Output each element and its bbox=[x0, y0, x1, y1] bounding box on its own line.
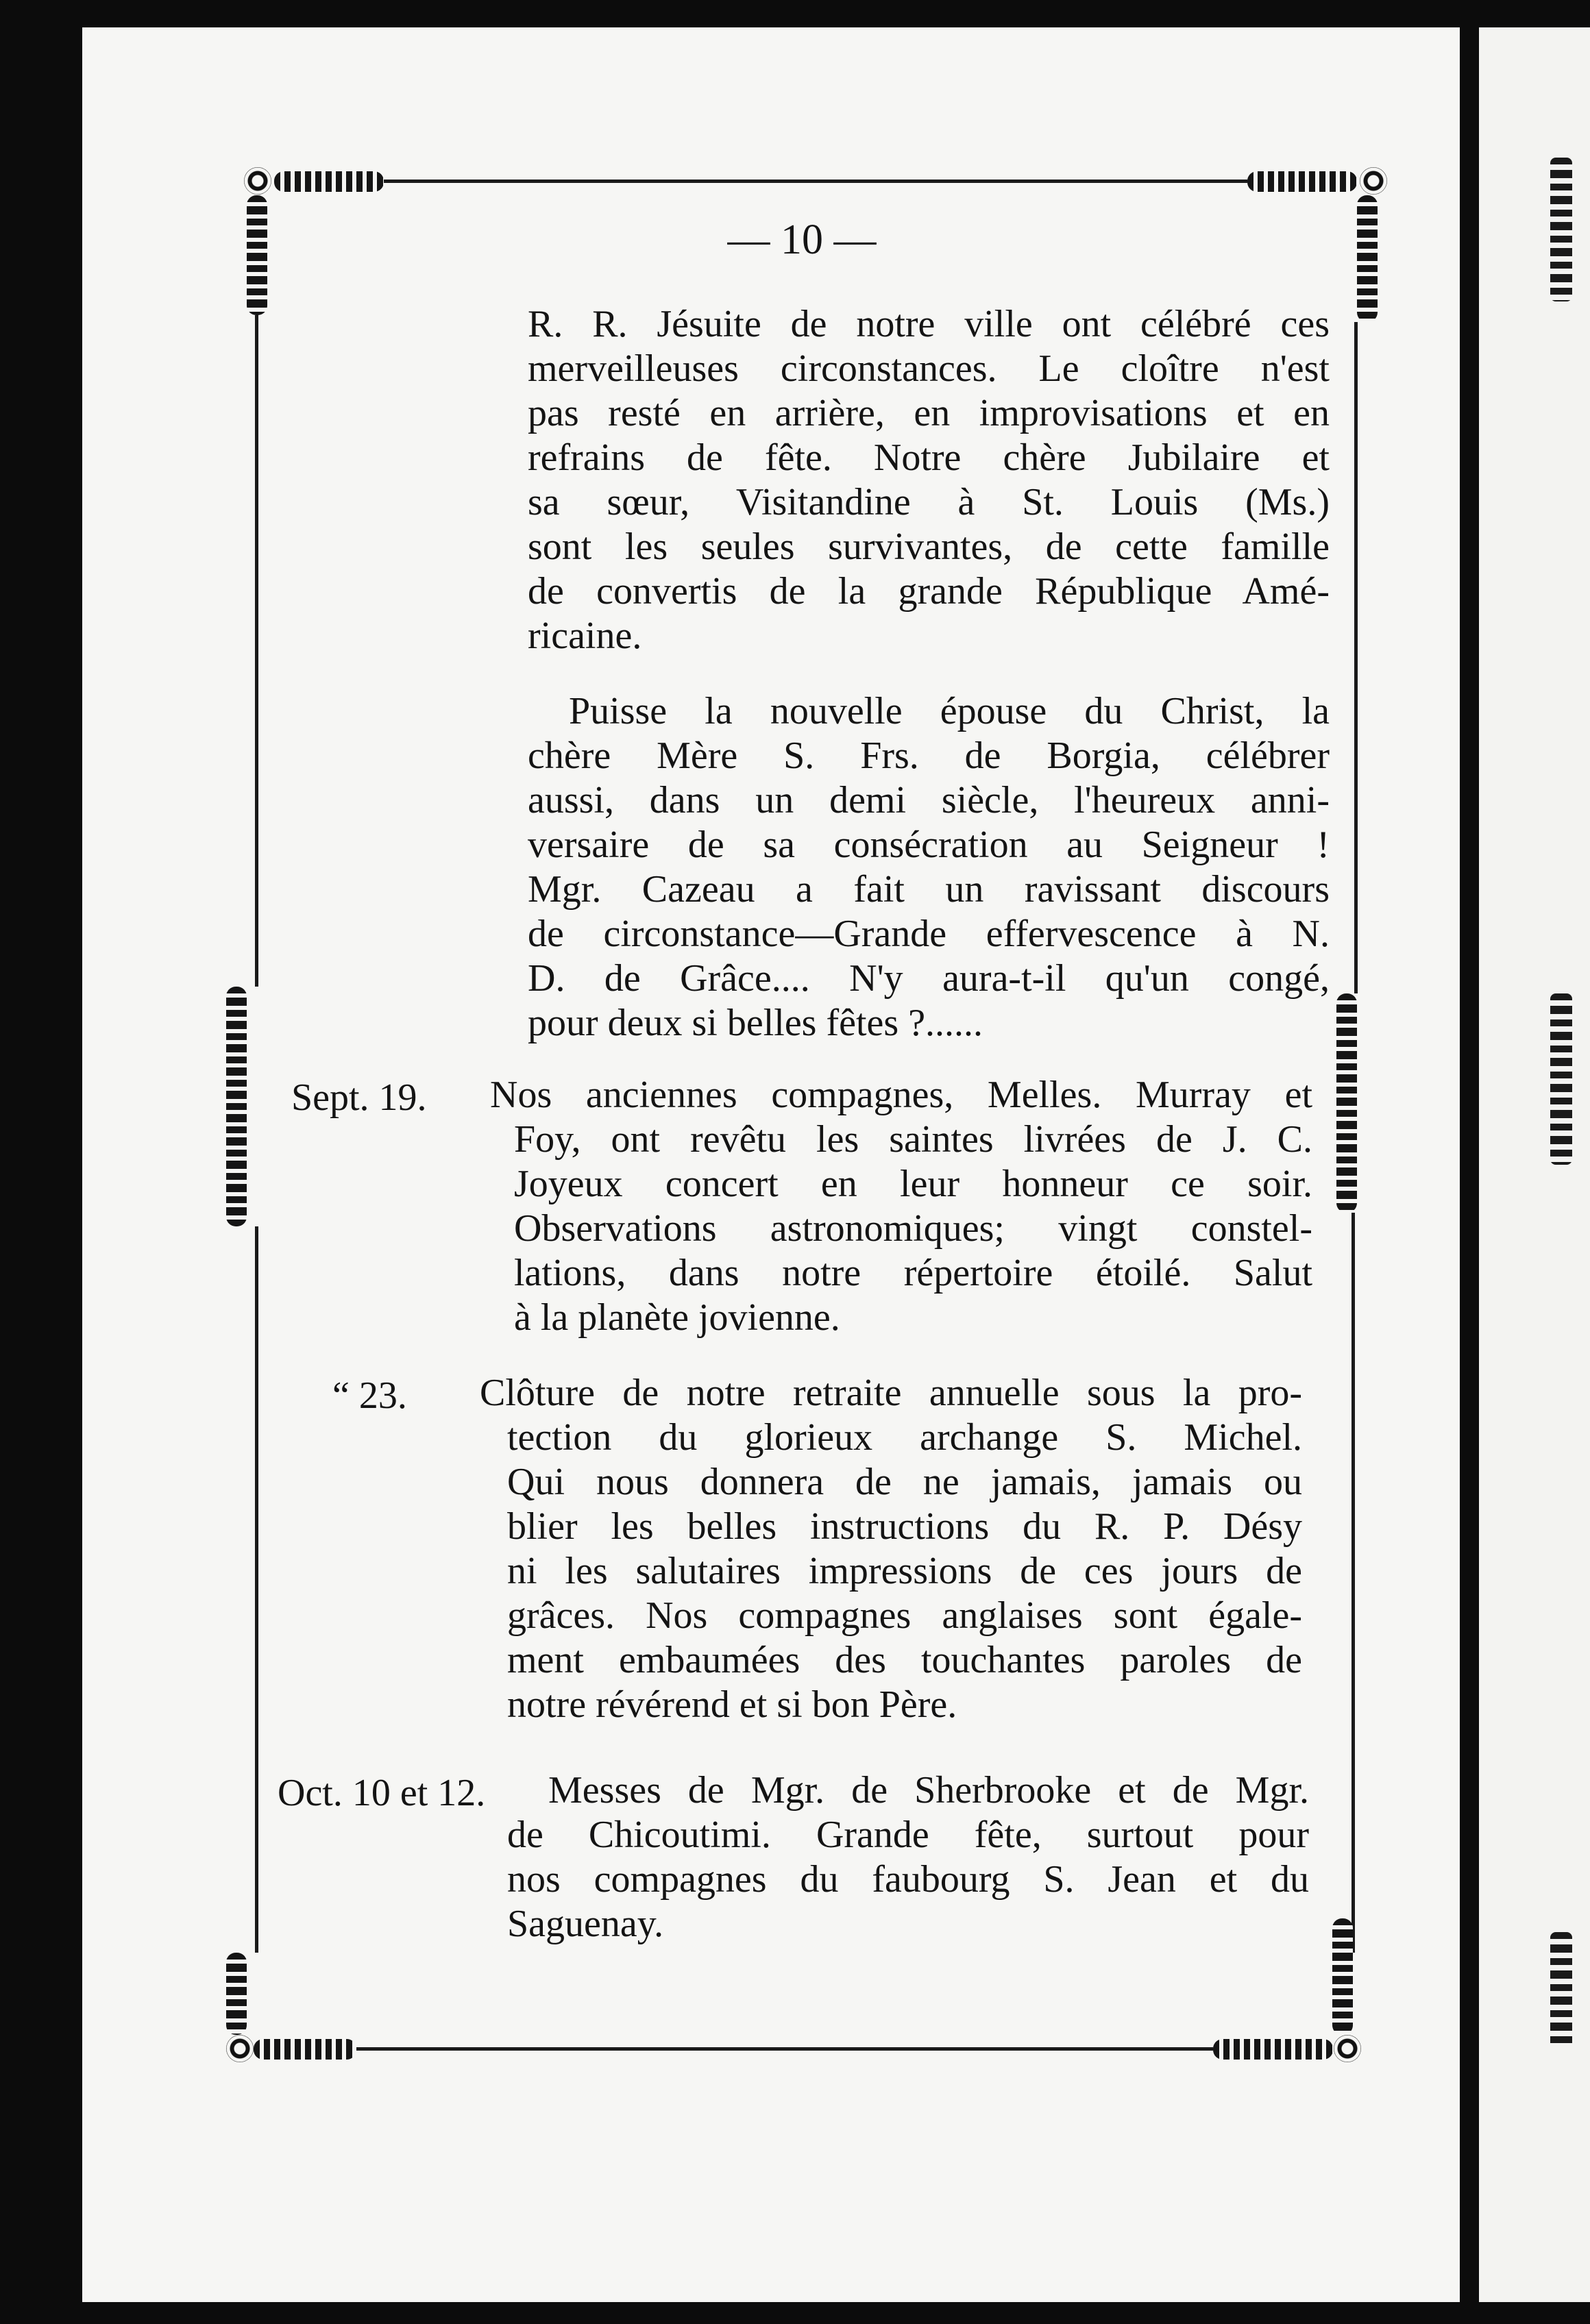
scroll-ornament-top-right bbox=[1247, 171, 1357, 192]
text-line: de convertis de la grande République Amé- bbox=[528, 570, 1330, 613]
entry-date: “ 23. bbox=[332, 1374, 407, 1417]
entry-date: Sept. 19. bbox=[291, 1076, 427, 1119]
text-line: Foy, ont revêtu les saintes livrées de J. C. bbox=[514, 1118, 1312, 1161]
frame-right-line bbox=[1354, 322, 1358, 993]
vertical-ornament-right-middle bbox=[1336, 993, 1357, 1213]
text-line: ni les salutaires impressions de ces jours de bbox=[507, 1550, 1302, 1592]
text-line: ment embaumées des touchantes paroles de bbox=[507, 1639, 1302, 1681]
text-line: Qui nous donnera de ne jamais, jamais ou bbox=[507, 1461, 1302, 1503]
scroll-ornament-bottom-right bbox=[1213, 2039, 1333, 2060]
frame-bottom-line bbox=[356, 2047, 1213, 2051]
text-line: R. R. Jésuite de notre ville ont célébré ces bbox=[528, 303, 1330, 345]
frame-top-line bbox=[384, 180, 1247, 183]
corner-ornament-bottom-right bbox=[1334, 2035, 1361, 2062]
text-line: sont les seules survivantes, de cette famille bbox=[528, 526, 1330, 568]
text-line: blier les belles instructions du R. P. Désy bbox=[507, 1505, 1302, 1548]
corner-ornament-top-left bbox=[244, 167, 271, 195]
text-line: Puisse la nouvelle épouse du Christ, la bbox=[569, 690, 1330, 732]
vertical-ornament-right-top bbox=[1357, 195, 1378, 322]
text-line: refrains de fête. Notre chère Jubilaire et bbox=[528, 436, 1330, 479]
text-line: notre révérend et si bon Père. bbox=[507, 1683, 957, 1726]
text-line: Mgr. Cazeau a fait un ravissant discours bbox=[528, 868, 1330, 911]
text-line: de circonstance—Grande effervescence à N. bbox=[528, 913, 1330, 955]
text-line: merveilleuses circonstances. Le cloître n'est bbox=[528, 347, 1330, 390]
text-line: tection du glorieux archange S. Michel. bbox=[507, 1416, 1302, 1459]
corner-ornament-top-right bbox=[1360, 167, 1387, 195]
text-line: de Chicoutimi. Grande fête, surtout pour bbox=[507, 1814, 1309, 1856]
text-line: Joyeux concert en leur honneur ce soir. bbox=[514, 1163, 1312, 1205]
text-line: pour deux si belles fêtes ?...... bbox=[528, 1002, 983, 1044]
text-line: lations, dans notre répertoire étoilé. Salut bbox=[514, 1252, 1312, 1294]
vertical-ornament-left-bottom bbox=[226, 1953, 247, 2035]
text-line: sa sœur, Visitandine à St. Louis (Ms.) bbox=[528, 481, 1330, 523]
frame-left-line bbox=[255, 315, 258, 987]
text-line: Saguenay. bbox=[507, 1903, 664, 1945]
page-number: — 10 — bbox=[727, 217, 877, 263]
adjacent-page-edge bbox=[1479, 27, 1590, 2302]
frame-right-line-lower bbox=[1352, 1213, 1355, 1953]
text-line: Messes de Mgr. de Sherbrooke et de Mgr. bbox=[548, 1769, 1309, 1812]
vertical-ornament-right-bottom bbox=[1332, 1918, 1353, 2035]
text-line: Nos anciennes compagnes, Melles. Murray et bbox=[490, 1074, 1312, 1116]
frame-left-line-lower bbox=[255, 1226, 258, 1953]
corner-ornament-bottom-left bbox=[226, 2035, 254, 2062]
text-line: aussi, dans un demi siècle, l'heureux anni- bbox=[528, 779, 1330, 821]
text-line: à la planète jovienne. bbox=[514, 1296, 840, 1339]
vertical-ornament-left-top bbox=[247, 195, 267, 315]
text-line: chère Mère S. Frs. de Borgia, célébrer bbox=[528, 734, 1330, 777]
text-line: pas resté en arrière, en improvisations et en bbox=[528, 392, 1330, 434]
text-line: grâces. Nos compagnes anglaises sont égale- bbox=[507, 1594, 1302, 1637]
vertical-ornament-left-middle bbox=[226, 987, 247, 1226]
text-line: versaire de sa consécration au Seigneur ! bbox=[528, 824, 1330, 866]
text-line: D. de Grâce.... N'y aura-t-il qu'un congé, bbox=[528, 957, 1330, 1000]
scroll-ornament-bottom-left bbox=[254, 2039, 356, 2060]
adjacent-page-ornament-top bbox=[1550, 158, 1572, 301]
text-line: Observations astronomiques; vingt constel- bbox=[514, 1207, 1312, 1250]
text-line: Clôture de notre retraite annuelle sous la pro- bbox=[480, 1372, 1302, 1414]
text-line: ricaine. bbox=[528, 615, 642, 657]
scroll-ornament-top-left bbox=[274, 171, 384, 192]
text-line: nos compagnes du faubourg S. Jean et du bbox=[507, 1858, 1309, 1901]
adjacent-page-ornament-bottom bbox=[1550, 1932, 1572, 2049]
adjacent-page-ornament-middle bbox=[1550, 993, 1572, 1165]
entry-date: Oct. 10 et 12. bbox=[278, 1772, 486, 1814]
